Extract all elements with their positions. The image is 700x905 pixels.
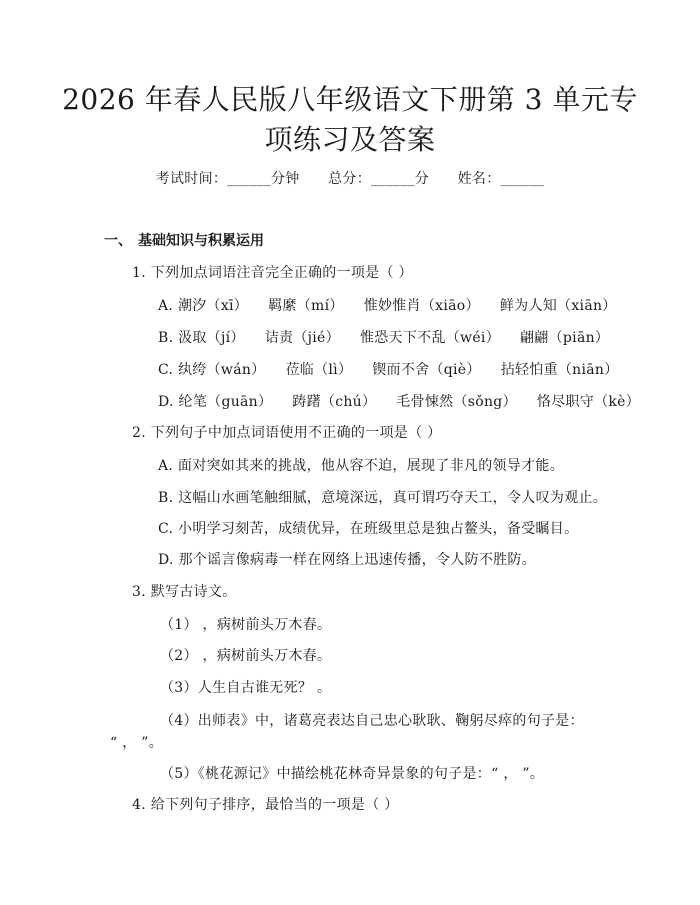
title-line-1: 2026 年春人民版八年级语文下册第 3 单元专 [62, 83, 638, 116]
option-item: 莅临（lì） [285, 362, 353, 378]
option-item: 恪尽职守（kè） [536, 394, 641, 410]
option-item: 鲜为人知（xiān） [499, 298, 617, 314]
q1-option-b [158, 327, 629, 347]
option-label: A. [158, 298, 174, 314]
exam-time: 考试时间：______分钟 [155, 171, 300, 187]
option-item: 锲而不舍（qiè） [372, 362, 481, 378]
q1-option-d [158, 391, 660, 411]
option-label: C. [158, 362, 174, 378]
option-label: D. [158, 394, 174, 410]
option-item: 惟妙惟肖（xiāo） [363, 298, 480, 314]
document-title [60, 80, 640, 160]
question-3-stem: 3. 默写古诗文。 [132, 584, 237, 600]
q3-item-4: （4）出师表》中，诸葛亮表达自己忠心耿耿、鞠躬尽瘁的句子是： [160, 713, 584, 729]
question-1-stem: 1. 下列加点词语注音完全正确的一项是（ ） [132, 265, 413, 281]
q2-option-d: D. 那个谣言像病毒一样在网络上迅速传播，令人防不胜防。 [158, 552, 537, 568]
q3-item-3: （3）人生自古谁无死？ 。 [160, 680, 332, 696]
q1-option-c [158, 359, 639, 379]
q3-item-4-answer-line: “ ， ”。 [110, 735, 164, 751]
option-item: 纨绔（wán） [178, 362, 266, 378]
option-item: 汲取（jí） [178, 330, 245, 346]
option-item: 惟恐天下不乱（wéi） [359, 330, 500, 346]
option-item: 毛骨悚然（sǒng） [396, 394, 517, 410]
option-item: 翩翩（piān） [520, 330, 610, 346]
q2-option-a: A. 面对突如其来的挑战，他从容不迫，展现了非凡的领导才能。 [158, 458, 565, 474]
q2-option-b: B. 这幅山水画笔触细腻，意境深远，真可谓巧夺天工，令人叹为观止。 [158, 490, 608, 506]
option-item: 羁縻（mí） [268, 298, 344, 314]
q2-option-c: C. 小明学习刻苦，成绩优异，在班级里总是独占鳌头，备受瞩目。 [158, 521, 579, 537]
option-item: 拈轻怕重（niān） [500, 362, 619, 378]
option-item: 踌躇（chú） [292, 394, 377, 410]
title-line-2: 项练习及答案 [264, 123, 436, 156]
question-4-stem: 4. 给下列句子排序，最恰当的一项是（ ） [132, 797, 399, 813]
question-2-stem: 2. 下列句子中加点词语使用不正确的一项是（ ） [132, 425, 442, 441]
option-item: 纶笔（guān） [178, 394, 273, 410]
exam-meta [0, 168, 700, 188]
student-name: 姓名：______ [457, 171, 545, 187]
section-heading [104, 230, 264, 250]
option-item: 潮汐（xī） [177, 298, 249, 314]
q3-item-5: （5）《桃花源记》中描绘桃花林奇异景象的句子是：“ ， ”。 [160, 766, 545, 782]
section-title: 基础知识与积累运用 [138, 233, 264, 249]
option-item: 诘责（jié） [264, 330, 340, 346]
q3-item-1: （1） ，病树前头万木春。 [160, 617, 332, 633]
q1-option-a [158, 295, 637, 315]
option-label: B. [158, 330, 174, 346]
section-number: 一、 [104, 233, 132, 249]
q3-item-2: （2） ，病树前头万木春。 [160, 648, 332, 664]
total-score: 总分：______分 [328, 171, 430, 187]
